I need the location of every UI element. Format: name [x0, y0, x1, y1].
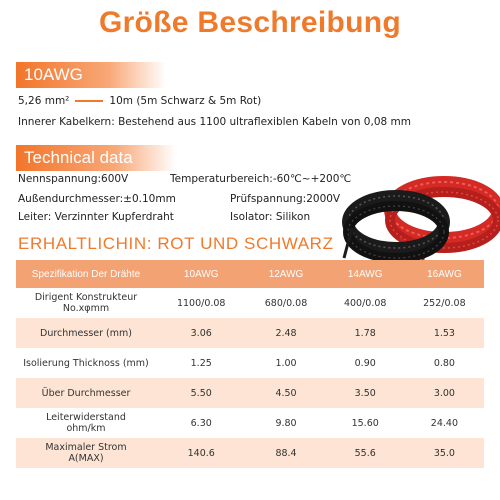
- cross-section-value: 5,26 mm²: [18, 95, 70, 107]
- row-label: Durchmesser (mm): [16, 318, 156, 348]
- section-header-technical-data: Technical data: [16, 145, 176, 171]
- spec-test-voltage: Prüfspannung:2000V: [230, 193, 341, 205]
- table-cell: 1.78: [326, 318, 405, 348]
- table-header-spec: Spezifikation Der Drähte: [16, 260, 156, 288]
- table-cell: 680/0.08: [246, 288, 325, 318]
- table-cell: 252/0.08: [405, 288, 484, 318]
- spec-outer-diameter: Außendurchmesser:±0.10mm: [18, 193, 176, 205]
- row-label: [16, 288, 156, 318]
- table-cell: 0.80: [405, 348, 484, 378]
- table-header-10awg: 10AWG: [156, 260, 246, 288]
- table-cell: 5.50: [156, 378, 246, 408]
- table-header-12awg: 12AWG: [246, 260, 325, 288]
- spec-conductor: Leiter: Verzinnter Kupferdraht: [18, 211, 174, 223]
- row-label: Über Durchmesser: [16, 378, 156, 408]
- table-header-row: [16, 260, 484, 288]
- spec-table: [16, 260, 484, 468]
- table-header-14awg: 14AWG: [326, 260, 405, 288]
- table-cell: 4.50: [246, 378, 325, 408]
- table-cell: 9.80: [246, 408, 325, 438]
- table-header-16awg: 16AWG: [405, 260, 484, 288]
- row-label-line2: A(MAX): [68, 453, 104, 464]
- table-row: [16, 318, 484, 348]
- availability-text: ERHALTLICHIN: ROT UND SCHWARZ: [18, 234, 334, 253]
- row-label-line1: Maximaler Strom: [45, 442, 127, 453]
- length-value: 10m (5m Schwarz & 5m Rot): [109, 95, 262, 107]
- section-header-10awg: 10AWG: [16, 62, 166, 88]
- dash-divider: [75, 100, 103, 102]
- spec-insulator: Isolator: Silikon: [230, 211, 311, 223]
- table-cell: 1100/0.08: [156, 288, 246, 318]
- table-cell: 24.40: [405, 408, 484, 438]
- table-cell: 3.00: [405, 378, 484, 408]
- table-cell: 2.48: [246, 318, 325, 348]
- row-label-line1: Leiterwiderstand: [46, 412, 126, 423]
- table-cell: 15.60: [326, 408, 405, 438]
- table-cell: 400/0.08: [326, 288, 405, 318]
- row-label: Isolierung Thicknoss (mm): [16, 348, 156, 378]
- table-row: [16, 378, 484, 408]
- table-cell: 1.25: [156, 348, 246, 378]
- row-label-line2: No.xφmm: [62, 303, 110, 314]
- table-cell: 3.50: [326, 378, 405, 408]
- spec-temperature-range: Temperaturbereich:-60℃~+200℃: [170, 173, 352, 185]
- row-label-line1: Dirigent Konstrukteur: [34, 292, 138, 303]
- spec-rated-voltage: Nennspannung:600V: [18, 173, 129, 185]
- table-row: [16, 348, 484, 378]
- table-cell: 1.53: [405, 318, 484, 348]
- row-label: [16, 438, 156, 468]
- spec-line-inner-core: Innerer Kabelkern: Bestehend aus 1100 ultraflexiblen Kabeln von 0,08 mm: [18, 116, 411, 128]
- table-cell: 1.00: [246, 348, 325, 378]
- spec-line-cross-section: [18, 95, 261, 107]
- row-label-line2: ohm/km: [66, 423, 106, 434]
- table-cell: 35.0: [405, 438, 484, 468]
- table-cell: 6.30: [156, 408, 246, 438]
- table-row: [16, 288, 484, 318]
- page-title: Größe Beschreibung: [98, 6, 402, 39]
- table-cell: 140.6: [156, 438, 246, 468]
- table-row: [16, 438, 484, 468]
- row-label: [16, 408, 156, 438]
- table-cell: 55.6: [326, 438, 405, 468]
- table-cell: 88.4: [246, 438, 325, 468]
- table-cell: 3.06: [156, 318, 246, 348]
- table-row: [16, 408, 484, 438]
- table-cell: 0.90: [326, 348, 405, 378]
